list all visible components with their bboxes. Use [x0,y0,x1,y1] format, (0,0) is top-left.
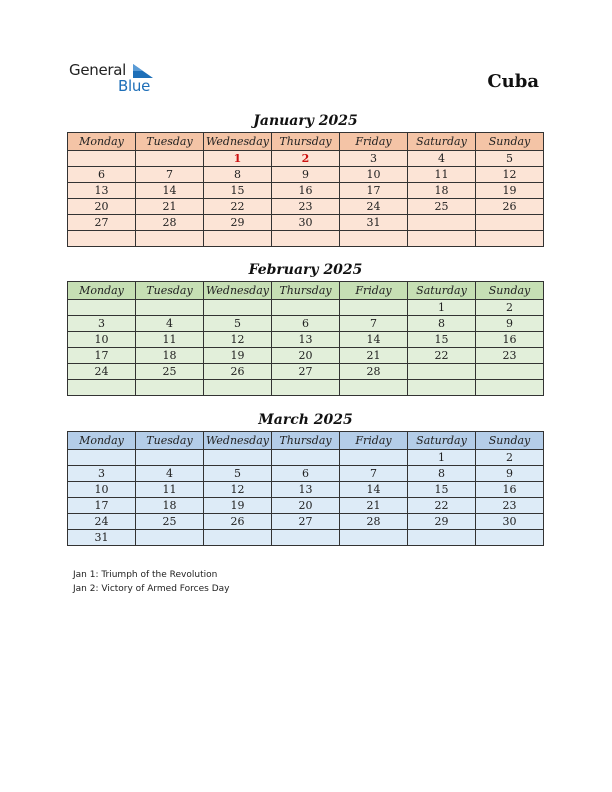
brand-logo [69,61,169,95]
week-row [68,466,544,482]
weekday-header: Sunday [476,133,544,151]
day-cell: 1 [408,450,476,466]
weekday-header: Saturday [408,133,476,151]
empty-day-cell [204,231,272,247]
empty-day-cell [272,380,340,396]
day-cell: 5 [476,151,544,167]
holiday-notes [73,568,229,596]
week-row [68,316,544,332]
day-cell: 28 [136,215,204,231]
weekday-header: Sunday [476,432,544,450]
day-cell: 4 [136,466,204,482]
day-cell: 21 [136,199,204,215]
empty-day-cell [136,231,204,247]
day-cell: 10 [340,167,408,183]
day-cell: 9 [272,167,340,183]
day-cell: 19 [204,498,272,514]
week-row [68,215,544,231]
day-cell: 29 [204,215,272,231]
week-row [68,183,544,199]
weekday-header: Tuesday [136,282,204,300]
weekday-header-row [68,133,544,151]
day-cell: 18 [136,348,204,364]
calendar-table [67,281,544,396]
day-cell: 19 [204,348,272,364]
calendar-table [67,132,544,247]
day-cell: 13 [272,482,340,498]
empty-day-cell [408,231,476,247]
day-cell: 30 [272,215,340,231]
weekday-header: Thursday [272,133,340,151]
day-cell: 2 [476,450,544,466]
weekday-header: Saturday [408,432,476,450]
month-title: February 2025 [248,262,363,278]
empty-day-cell [136,380,204,396]
day-cell: 31 [68,530,136,546]
weekday-header: Tuesday [136,133,204,151]
week-row [68,348,544,364]
day-cell: 28 [340,514,408,530]
day-cell: 22 [408,498,476,514]
week-row [68,300,544,316]
weekday-header: Wednesday [204,133,272,151]
day-cell: 14 [340,332,408,348]
day-cell: 16 [476,482,544,498]
day-cell: 11 [136,332,204,348]
day-cell: 6 [68,167,136,183]
day-cell: 29 [408,514,476,530]
day-cell: 23 [476,348,544,364]
day-cell: 1 [204,151,272,167]
day-cell: 5 [204,466,272,482]
week-row [68,450,544,466]
empty-day-cell [204,300,272,316]
day-cell: 22 [408,348,476,364]
day-cell: 20 [68,199,136,215]
empty-day-cell [408,530,476,546]
day-cell: 28 [340,364,408,380]
day-cell: 14 [136,183,204,199]
day-cell: 7 [340,316,408,332]
empty-day-cell [68,300,136,316]
logo-text-general: General [69,61,127,79]
week-row [68,530,544,546]
day-cell: 25 [408,199,476,215]
empty-day-cell [204,530,272,546]
weekday-header: Thursday [272,282,340,300]
day-cell: 10 [68,332,136,348]
weekday-header: Tuesday [136,432,204,450]
day-cell: 18 [136,498,204,514]
day-cell: 2 [272,151,340,167]
empty-day-cell [340,380,408,396]
day-cell: 22 [204,199,272,215]
empty-day-cell [340,300,408,316]
weekday-header: Friday [340,432,408,450]
day-cell: 15 [408,332,476,348]
weekday-header: Monday [68,282,136,300]
calendar-table [67,431,544,546]
day-cell: 11 [136,482,204,498]
day-cell: 26 [476,199,544,215]
day-cell: 13 [68,183,136,199]
holiday-note: Jan 1: Triumph of the Revolution [73,570,218,580]
day-cell: 15 [204,183,272,199]
weekday-header-row [68,282,544,300]
day-cell: 3 [340,151,408,167]
day-cell: 20 [272,348,340,364]
day-cell: 12 [476,167,544,183]
day-cell: 24 [68,514,136,530]
day-cell: 4 [136,316,204,332]
day-cell: 9 [476,466,544,482]
empty-day-cell [136,151,204,167]
day-cell: 17 [340,183,408,199]
week-row [68,231,544,247]
day-cell: 7 [136,167,204,183]
empty-day-cell [136,450,204,466]
empty-day-cell [136,300,204,316]
day-cell: 24 [68,364,136,380]
day-cell: 25 [136,364,204,380]
empty-day-cell [408,364,476,380]
logo-flag-icon [133,64,153,78]
day-cell: 27 [68,215,136,231]
day-cell: 8 [408,316,476,332]
day-cell: 27 [272,514,340,530]
week-row [68,482,544,498]
day-cell: 8 [408,466,476,482]
day-cell: 8 [204,167,272,183]
empty-day-cell [476,364,544,380]
weekday-header-row [68,432,544,450]
month-title: March 2025 [258,412,353,428]
day-cell: 3 [68,316,136,332]
week-row [68,380,544,396]
month-january [67,112,544,247]
country-title: Cuba [487,71,539,92]
day-cell: 10 [68,482,136,498]
day-cell: 12 [204,482,272,498]
day-cell: 31 [340,215,408,231]
weekday-header: Wednesday [204,432,272,450]
empty-day-cell [272,530,340,546]
empty-day-cell [340,231,408,247]
day-cell: 19 [476,183,544,199]
weekday-header: Monday [68,432,136,450]
empty-day-cell [204,380,272,396]
day-cell: 17 [68,348,136,364]
weekday-header: Monday [68,133,136,151]
month-march [67,411,544,546]
day-cell: 16 [272,183,340,199]
empty-day-cell [476,530,544,546]
month-title: January 2025 [253,113,358,129]
day-cell: 9 [476,316,544,332]
day-cell: 24 [340,199,408,215]
day-cell: 1 [408,300,476,316]
week-row [68,167,544,183]
weekday-header: Friday [340,282,408,300]
day-cell: 30 [476,514,544,530]
day-cell: 11 [408,167,476,183]
day-cell: 17 [68,498,136,514]
week-row [68,332,544,348]
day-cell: 16 [476,332,544,348]
empty-day-cell [204,450,272,466]
week-row [68,364,544,380]
day-cell: 2 [476,300,544,316]
empty-day-cell [476,231,544,247]
week-row [68,199,544,215]
week-row [68,498,544,514]
empty-day-cell [68,380,136,396]
empty-day-cell [272,300,340,316]
day-cell: 21 [340,348,408,364]
day-cell: 7 [340,466,408,482]
day-cell: 26 [204,364,272,380]
week-row [68,151,544,167]
day-cell: 15 [408,482,476,498]
day-cell: 3 [68,466,136,482]
weekday-header: Sunday [476,282,544,300]
empty-day-cell [408,380,476,396]
empty-day-cell [476,380,544,396]
day-cell: 20 [272,498,340,514]
day-cell: 26 [204,514,272,530]
day-cell: 4 [408,151,476,167]
day-cell: 21 [340,498,408,514]
day-cell: 14 [340,482,408,498]
empty-day-cell [272,231,340,247]
day-cell: 23 [272,199,340,215]
week-row [68,514,544,530]
holiday-note: Jan 2: Victory of Armed Forces Day [73,584,230,594]
day-cell: 25 [136,514,204,530]
month-february [67,261,544,396]
empty-day-cell [68,450,136,466]
day-cell: 12 [204,332,272,348]
weekday-header: Friday [340,133,408,151]
day-cell: 13 [272,332,340,348]
day-cell: 6 [272,466,340,482]
empty-day-cell [340,450,408,466]
empty-day-cell [68,151,136,167]
empty-day-cell [68,231,136,247]
day-cell: 27 [272,364,340,380]
empty-day-cell [476,215,544,231]
weekday-header: Saturday [408,282,476,300]
day-cell: 6 [272,316,340,332]
logo-text-blue: Blue [118,77,150,95]
empty-day-cell [340,530,408,546]
empty-day-cell [136,530,204,546]
day-cell: 5 [204,316,272,332]
empty-day-cell [408,215,476,231]
empty-day-cell [272,450,340,466]
weekday-header: Wednesday [204,282,272,300]
weekday-header: Thursday [272,432,340,450]
day-cell: 18 [408,183,476,199]
day-cell: 23 [476,498,544,514]
